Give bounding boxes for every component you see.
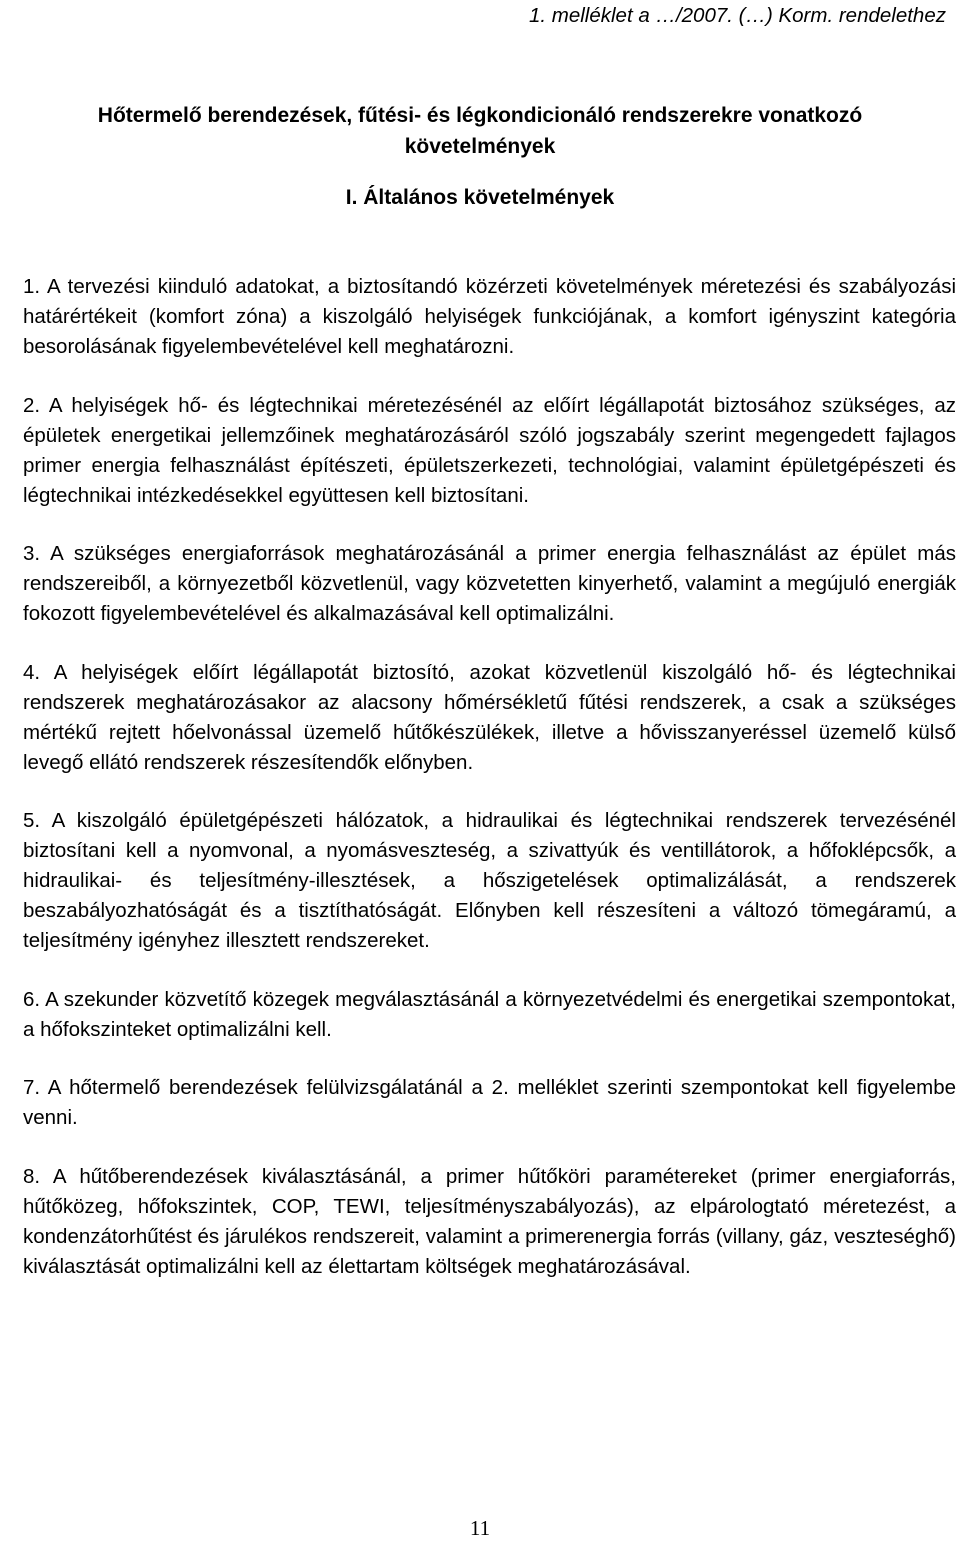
paragraph-text: A szekunder közvetítő közegek megválasztásánál a környezetvédelmi és energetikai szempontokat, a hőfokszinteket optimalizálni kell. — [23, 987, 956, 1041]
paragraph-text: A helyiségek előírt légállapotát biztosító, azokat közvetlenül kiszolgáló hő- és légtechnikai rendszerek meghatározásakor az alacsony hőmérsékletű fűtési rendszerek, a csak a szükséges mértékű rejtett hőelvonással üzemelő hűtőkészülékek, illetve a hővisszanyeréssel üzemelő külső levegő ellátó rendszerek részesítendők előnyben. — [23, 660, 956, 774]
paragraph-number: 6. — [23, 987, 41, 1011]
paragraph-text: A szükséges energiaforrások meghatározásánál a primer energia felhasználást az épület más rendszereiből, a környezetből közvetlenül, vagy közvetetten kinyerhető, valamint a megújuló energiák fokozott figyelembevételével és alkalmazásával kell optimalizálni. — [23, 542, 956, 625]
paragraph-2 — [23, 391, 956, 511]
annex-note: 1. melléklet a …/2007. (…) Korm. rendelethez — [528, 4, 946, 27]
paragraph-number: 5. — [23, 809, 41, 832]
page-number: 11 — [469, 1516, 491, 1540]
paragraph-number: 4. — [23, 660, 41, 684]
paragraph-text: A hőtermelő berendezések felülvizsgálatánál a 2. melléklet szerinti szempontokat kell figyelembe venni. — [23, 1076, 956, 1129]
paragraph-number: 8. — [23, 1164, 41, 1188]
paragraph-7 — [23, 1073, 956, 1133]
paragraph-3 — [23, 539, 956, 629]
paragraph-4 — [23, 658, 956, 778]
paragraph-1 — [23, 272, 956, 362]
paragraph-number: 2. — [23, 393, 41, 417]
paragraph-8 — [23, 1162, 956, 1282]
paragraph-5 — [23, 806, 956, 956]
paragraph-text: A tervezési kiinduló adatokat, a biztosítandó közérzeti követelmények méretezési és szabályozási határértékeit (komfort zóna) a kiszolgáló helyiségek funkciójának, a komfort igényszint kategória besorolásának figyelembevételével kell meghatározni. — [23, 275, 957, 358]
section-heading: I. Általános követelmények — [345, 186, 615, 209]
document-title-line-2: követelmények — [404, 135, 556, 158]
paragraph-text: A hűtőberendezések kiválasztásánál, a primer hűtőköri paramétereket (primer energiaforrás, hűtőközeg, hőfokszintek, COP, TEWI, teljesítményszabályozás), az elpárologtató méretezést, a kondenzátorhűtést és járulékos rendszereit, valamint a primerenergia forrás (villany, gáz, veszteséghő) kiválasztását optimalizálni kell az élettartam költségek meghatározásával. — [23, 1164, 956, 1278]
paragraph-text: A kiszolgáló épületgépészeti hálózatok, a hidraulikai és légtechnikai rendszerek tervezésénél biztosítani kell a nyomvonal, a nyomásveszteség, a szivattyúk és ventillátorok, a hőfoklépcsők, a hidraulikai- és teljesítmény-illesztések, a hőszigetelések optimalizálását, a rendszerek beszabályozhatóságát és a tisztíthatóságát. Előnyben kell részesíteni a változó tömegáramú, a teljesítmény igényhez illesztett rendszereket. — [23, 809, 956, 952]
paragraph-number: 3. — [23, 542, 41, 565]
paragraph-number: 1. — [23, 275, 41, 298]
paragraph-number: 7. — [23, 1076, 41, 1099]
requirements-list — [23, 272, 956, 1310]
paragraph-6 — [23, 985, 956, 1045]
document-title-line-1: Hőtermelő berendezések, fűtési- és légkondicionáló rendszerekre vonatkozó — [97, 104, 863, 127]
document-title — [0, 100, 960, 162]
paragraph-text: A helyiségek hő- és légtechnikai méretezésénél az előírt légállapotát biztosához szükséges, az épületek energetikai jellemzőinek meghatározásáról szóló jogszabály szerint megengedett fajlagos primer energia felhasználást építészeti, épületszerkezeti, technológiai, valamint épületgépészeti és légtechnikai intézkedésekkel együttesen kell biztosítani. — [23, 393, 956, 507]
